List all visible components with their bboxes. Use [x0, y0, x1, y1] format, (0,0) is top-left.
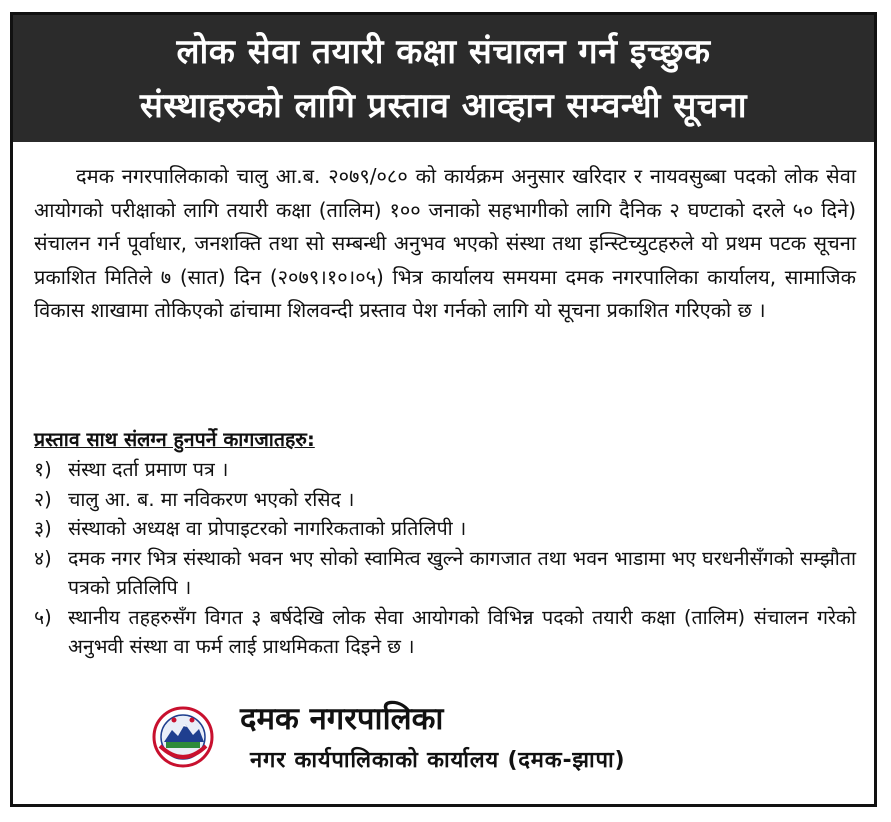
notice-title-line-2: संस्थाहरुको लागि प्रस्ताव आव्हान सम्वन्धी सूचना	[139, 85, 748, 126]
list-item-number: ३)	[34, 517, 52, 540]
nepal-government-emblem-icon	[152, 706, 214, 768]
list-item	[34, 485, 856, 515]
attachments-list	[34, 455, 856, 662]
list-item-text: चालु आ. ब. मा नविकरण भएको रसिद ।	[68, 487, 355, 511]
list-item	[34, 455, 856, 485]
list-item-text: संस्थाको अध्यक्ष वा प्रोपाइटरको नागरिकताको प्रतिलिपी ।	[68, 517, 467, 540]
list-item	[34, 603, 856, 662]
list-item-number: ४)	[34, 546, 52, 570]
list-item-text: संस्था दर्ता प्रमाण पत्र ।	[68, 458, 229, 481]
list-item-number: १)	[34, 458, 52, 481]
list-item-number: २)	[34, 487, 52, 511]
organization-name: दमक नगरपालिका	[240, 701, 444, 737]
notice-body: दमक नगरपालिकाको चालु आ.ब. २०७९/०८० को कार्यक्रम अनुसार खरिदार र नायवसुब्बा पदको लोक सेवा आयोगको परीक्षाको लागि तयारी कक्षा (तालिम) १०० जनाको सहभागीको लागि दैनिक २ घण्टाको दरले ५० दिने) संचालन गर्न पूर्वाधार, जनशक्ति तथा सो सम्बन्धी अनुभव भएको संस्था तथा इन्स्टिच्युटहरुले यो प्रथम पटक सूचना प्रकाशित मितिले ७ (सात) दिन (२०७९।१०।०५) भित्र कार्यालय समयमा दमक नगरपालिका कार्यालय, सामाजिक विकास शाखामा तोकिएको ढांचामा शिलवन्दी प्रस्ताव पेश गर्नको लागि यो सूचना प्रकाशित गरिएको छ ।	[34, 164, 856, 322]
list-item-number: ५)	[34, 605, 52, 629]
list-item	[34, 514, 856, 544]
notice-header	[13, 15, 874, 142]
organization-office: नगर कार्यपालिकाको कार्यालय (दमक-झापा)	[250, 748, 626, 773]
attachments-title: प्रस्ताव साथ संलग्न हुनपर्ने कागजातहरु:	[34, 428, 315, 451]
notice-title-line-1: लोक सेवा तयारी कक्षा संचालन गर्न इच्छुक	[176, 31, 711, 72]
list-item	[34, 544, 856, 603]
list-item-text: दमक नगर भित्र संस्थाको भवन भए सोको स्वामित्व खुल्ने कागजात तथा भवन भाडामा भए घरधनीसँगको सम्झौता पत्रको प्रतिलिपि ।	[68, 546, 856, 599]
list-item-text: स्थानीय तहहरुसँग विगत ३ बर्षदेखि लोक सेवा आयोगको विभिन्न पदको तयारी कक्षा (तालिम) संचालन गरेको अनुभवी संस्था वा फर्म लाई प्राथमिकता दिइने छ ।	[68, 605, 856, 658]
